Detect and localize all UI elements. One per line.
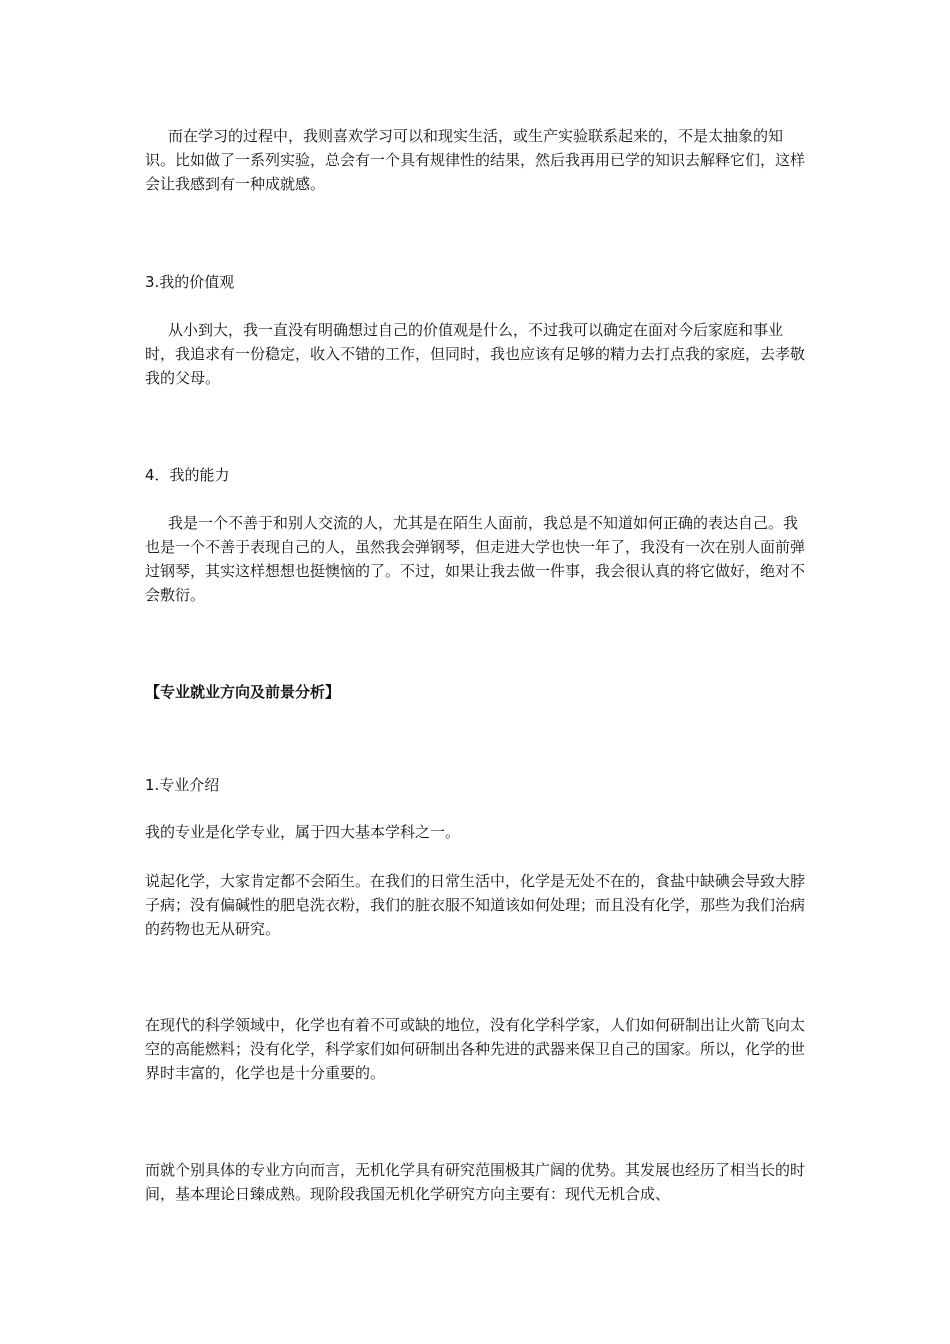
heading-major-intro: 1.专业介绍: [145, 776, 220, 794]
heading-ability: 4．我的能力: [145, 466, 230, 484]
heading-values: 3.我的价值观: [145, 273, 235, 291]
paragraph-values: 从小到大，我一直没有明确想过自己的价值观是什么，不过我可以确定在面对今后家庭和事业时，我追求有一份稳定，收入不错的工作，但同时，我也应该有足够的精力去打点我的家庭，去孝敬我的父母。: [145, 321, 806, 387]
paragraph-ability: 我是一个不善于和别人交流的人，尤其是在陌生人面前，我总是不知道如何正确的表达自己。我也是一个不善于表现自己的人，虽然我会弹钢琴，但走进大学也快一年了，我没有一次在别人面前弹过钢琴，其实这样想想也挺懊恼的了。不过，如果让我去做一件事，我会很认真的将它做好，绝对不会敷衍。: [145, 514, 806, 604]
paragraph-major-4: 而就个别具体的专业方向而言，无机化学具有研究范围极其广阔的优势。其发展也经历了相当长的时间，基本理论日臻成熟。现阶段我国无机化学研究方向主要有：现代无机合成、: [145, 1161, 806, 1203]
section-title-career-analysis: 【专业就业方向及前景分析】: [145, 683, 341, 701]
paragraph-major-1: 我的专业是化学专业，属于四大基本学科之一。: [145, 823, 461, 841]
paragraph-major-3: 在现代的科学领域中，化学也有着不可或缺的地位，没有化学科学家，人们如何研制出让火箭飞向太空的高能燃料；没有化学，科学家们如何研制出各种先进的武器来保卫自己的国家。所以，化学的世界时丰富的，化学也是十分重要的。: [145, 1016, 806, 1082]
paragraph-major-2: 说起化学，大家肯定都不会陌生。在我们的日常生活中，化学是无处不在的，食盐中缺碘会导致大脖子病；没有偏碱性的肥皂洗衣粉，我们的脏衣服不知道该如何处理；而且没有化学，那些为我们治病的药物也无从研究。: [145, 872, 806, 938]
paragraph-study-preference: 而在学习的过程中，我则喜欢学习可以和现实生活，或生产实验联系起来的，不是太抽象的知识。比如做了一系列实验，总会有一个具有规律性的结果，然后我再用已学的知识去解释它们，这样会让我感到有一种成就感。: [145, 127, 806, 193]
